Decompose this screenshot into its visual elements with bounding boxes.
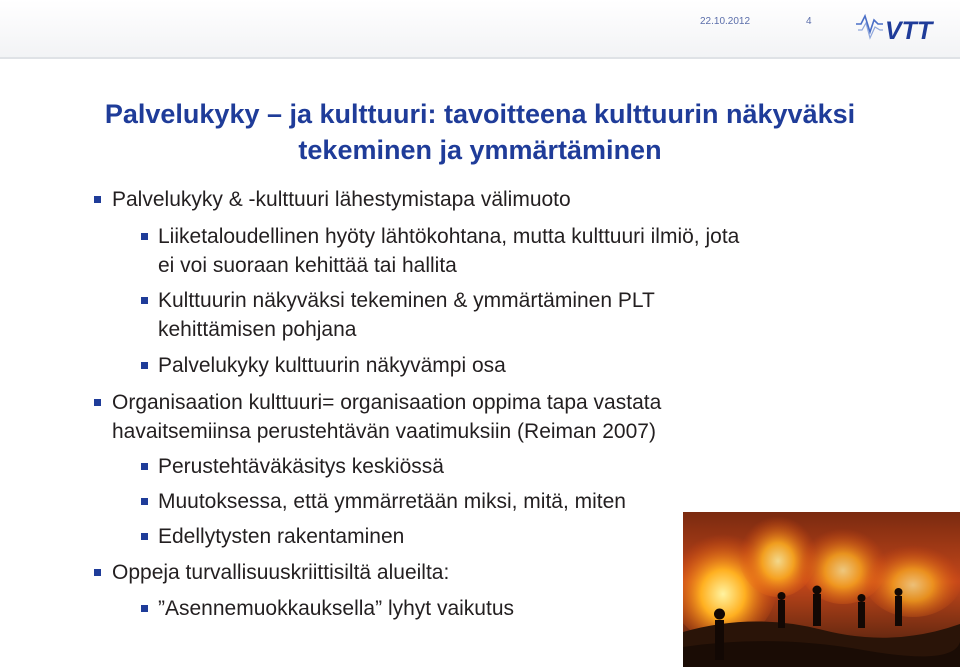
bullet-square-icon [141, 498, 148, 505]
bullet-square-icon [141, 297, 148, 304]
bullet-item [158, 522, 404, 551]
slide-title-line: tekeminen ja ymmärtäminen [298, 135, 662, 165]
bullet-text-line: Kulttuurin näkyväksi tekeminen & ymmärtäminen PLT [158, 289, 655, 312]
bullet-item [158, 351, 506, 380]
bullet-text-line: Palvelukyky kulttuurin näkyvämpi osa [158, 354, 506, 377]
bullet-item [158, 487, 626, 516]
slide-title-line: Palvelukyky – ja kulttuuri: tavoitteena kulttuurin näkyväksi [104, 99, 856, 129]
bullet-square-icon [94, 399, 101, 406]
bullet-text-line: Organisaation kulttuuri= organisaation oppima tapa vastata [112, 391, 662, 414]
bullet-text-line: ei voi suoraan kehittää tai hallita [158, 254, 457, 277]
bullet-item [112, 558, 449, 587]
bullet-text-line: Oppeja turvallisuuskriittisiltä alueilta: [112, 561, 450, 584]
bullet-item [158, 452, 444, 481]
bullet-text-line: Perustehtäväkäsitys keskiössä [158, 455, 444, 478]
slide-page-number: 4 [806, 16, 812, 27]
bullet-item [158, 222, 739, 280]
slide-header-bar [0, 0, 960, 58]
bullet-square-icon [141, 362, 148, 369]
slide-title [60, 96, 900, 168]
bullet-square-icon [94, 196, 101, 203]
bullet-square-icon [141, 233, 148, 240]
bullet-square-icon [141, 605, 148, 612]
bullet-text-line: ”Asennemuokkauksella” lyhyt vaikutus [158, 597, 514, 620]
bullet-item [158, 286, 655, 344]
bullet-square-icon [141, 533, 148, 540]
bullet-text-line: Muutoksessa, että ymmärretään miksi, mitä, miten [158, 490, 626, 513]
bullet-text-line: havaitsemiinsa perustehtävän vaatimuksiin (Reiman 2007) [112, 420, 656, 443]
vtt-logo [852, 8, 948, 44]
bullet-text-line: Palvelukyky & -kulttuuri lähestymistapa välimuoto [112, 188, 571, 211]
bullet-text-line: Edellytysten rakentaminen [158, 525, 405, 548]
bullet-item [158, 594, 514, 623]
bullet-item [112, 388, 661, 446]
bullet-item [112, 185, 571, 214]
logo-text: VTT [885, 17, 933, 44]
wildfire-photo [683, 512, 960, 667]
bullet-square-icon [94, 569, 101, 576]
bullet-square-icon [141, 463, 148, 470]
header-divider [0, 57, 960, 59]
slide-date: 22.10.2012 [700, 16, 751, 27]
bullet-text-line: kehittämisen pohjana [158, 318, 357, 341]
bullet-text-line: Liiketaloudellinen hyöty lähtökohtana, mutta kulttuuri ilmiö, jota [158, 225, 740, 248]
